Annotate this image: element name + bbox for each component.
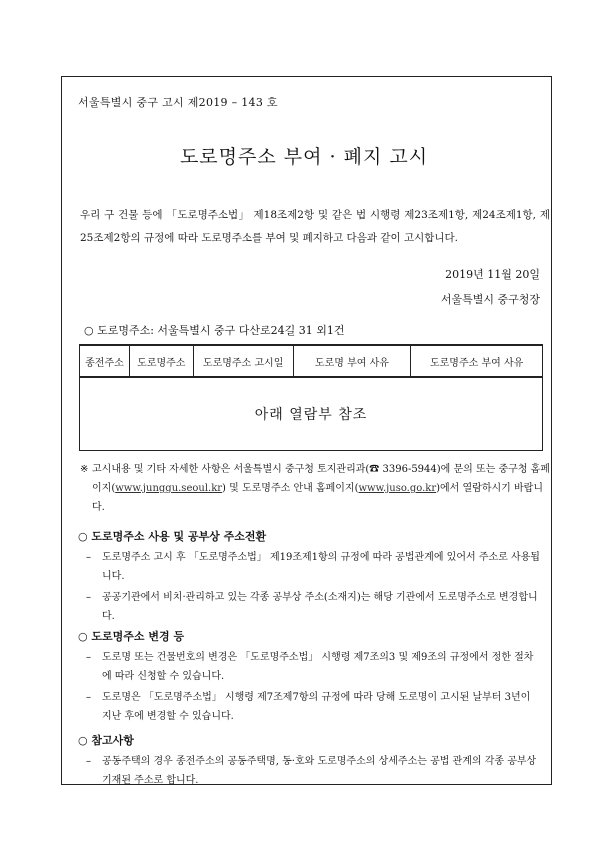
list-item: [78, 688, 548, 726]
dash-bullet: –: [86, 652, 91, 663]
section-address-change: [78, 628, 548, 728]
document-title: 도로명주소 부여 · 폐지 고시: [179, 146, 429, 168]
section-heading: ○ 참고사항: [78, 734, 134, 747]
list-item-text: 도로명주소 고시 후 「도로명주소법」 제19조제1항의 규정에 따라 공법관계에 있어서 주소로 사용됩니다.: [102, 552, 540, 582]
section-heading: ○ 도로명주소 변경 등: [78, 630, 185, 643]
note-text-part: )에서 열람하시기 바랍니다.: [92, 483, 543, 513]
note-mark: ※: [80, 464, 89, 475]
notice-date: 2019년 11월 20일: [445, 268, 540, 281]
list-item: [78, 648, 548, 686]
dash-bullet: –: [86, 552, 91, 563]
dash-bullet: –: [86, 592, 91, 603]
list-item-text: 공동주택의 경우 종전주소의 공동주택명, 동·호와 도로명주소의 상세주소는 공법 관계의 각종 공부상 기재된 주소로 합니다.: [102, 756, 537, 786]
address-table: [79, 344, 543, 451]
column-header: 도로명주소 고시일: [193, 345, 293, 377]
table-body-text: 아래 열람부 참조: [80, 377, 543, 451]
table-row: [80, 377, 543, 451]
list-item: [78, 752, 548, 790]
column-header: 도로명주소 부여 사유: [411, 345, 543, 377]
section-address-usage: [78, 528, 548, 628]
table-header-row: [80, 345, 543, 377]
road-address-line: ○ 도로명주소: 서울특별시 중구 다산로24길 31 외1건: [84, 324, 345, 337]
note-text-part: ) 및 도로명주소 안내 홈페이지(: [222, 483, 359, 494]
list-item: [78, 548, 548, 586]
list-item-text: 도로명은 「도로명주소법」 시행령 제7조제7항의 규정에 따라 당해 도로명이 고시된 날부터 3년이 지난 후에 변경할 수 있습니다.: [102, 692, 531, 722]
list-item: [78, 588, 548, 626]
list-item-text: 공공기관에서 비치·관리하고 있는 각종 공부상 주소(소재지)는 해당 기관에서 도로명주소로 변경합니다.: [102, 592, 538, 622]
inquiry-note: [80, 460, 550, 517]
juso-homepage-link[interactable]: www.juso.go.kr: [358, 483, 437, 494]
column-header: 도로명주소: [129, 345, 193, 377]
junggu-homepage-link[interactable]: www.junggu.seoul.kr: [115, 483, 223, 494]
column-header: 도로명 부여 사유: [293, 345, 411, 377]
section-heading: ○ 도로명주소 사용 및 공부상 주소전환: [78, 530, 267, 543]
section-reference: [78, 732, 548, 792]
notice-number: 서울특별시 중구 고시 제2019 – 143 호: [78, 96, 278, 109]
list-item-text: 도로명 또는 건물번호의 변경은 「도로명주소법」 시행령 제7조의3 및 제9조의 규정에서 정한 절차에 따라 신청할 수 있습니다.: [102, 652, 534, 682]
note-text-part: 고시내용 및 기타 자세한 사항은 서울특별시 중구청 토지관리과(☎ 3396-5944)에 문의 또는 중구청 홈페이지(: [92, 464, 550, 494]
dash-bullet: –: [86, 692, 91, 703]
issuer-name: 서울특별시 중구청장: [440, 293, 540, 306]
intro-paragraph: 우리 구 건물 등에 「도로명주소법」 제18조제2항 및 같은 법 시행령 제23조제1항, 제24조제1항, 제25조제2항의 규정에 따라 도로명주소를 부여 및 폐지하고 다음과 같이 고시합니다.: [80, 209, 550, 244]
note-text: [92, 460, 550, 517]
column-header: 종전주소: [80, 345, 130, 377]
dash-bullet: –: [86, 756, 91, 767]
